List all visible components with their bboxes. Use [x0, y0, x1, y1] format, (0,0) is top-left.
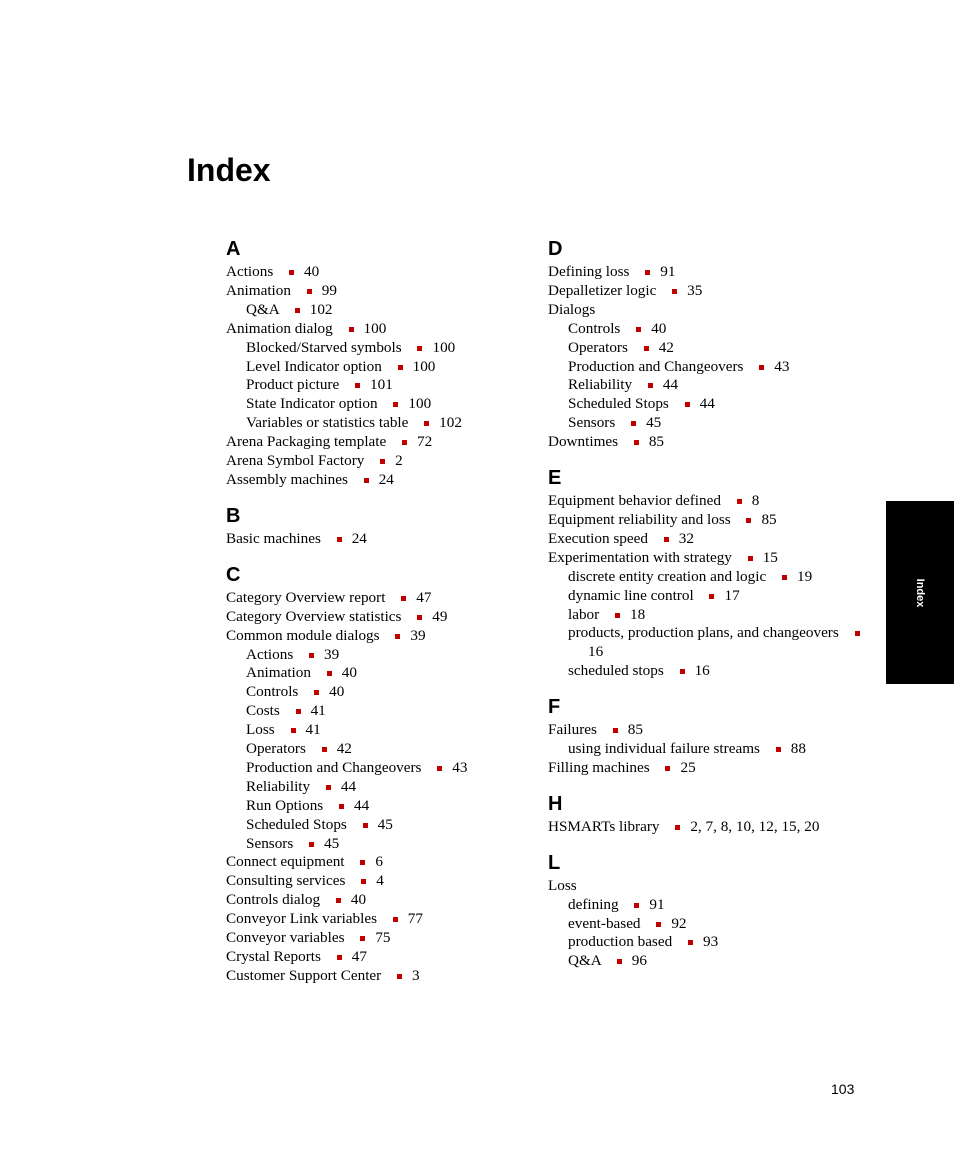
separator-square-icon	[326, 785, 331, 790]
index-subentry	[226, 395, 546, 414]
index-column-left	[226, 235, 546, 998]
entry-term: Operators	[568, 338, 628, 356]
entry-pages[interactable]: 40	[651, 319, 667, 337]
separator-square-icon	[855, 631, 860, 636]
index-entry	[226, 929, 546, 948]
index-subentry	[548, 740, 868, 759]
index-subentry	[548, 320, 868, 339]
separator-square-icon	[656, 922, 661, 927]
entry-term: Operators	[246, 740, 306, 758]
separator-square-icon	[380, 459, 385, 464]
separator-square-icon	[709, 594, 714, 599]
entry-term: Scheduled Stops	[246, 815, 347, 833]
index-section	[548, 235, 868, 452]
entry-term: Category Overview statistics	[226, 607, 402, 625]
index-entry	[226, 452, 546, 471]
entry-pages[interactable]: 41	[310, 702, 326, 720]
entry-term: Conveyor variables	[226, 929, 345, 947]
entry-pages[interactable]: 85	[761, 510, 777, 528]
separator-square-icon	[631, 421, 636, 426]
entry-term: Scheduled Stops	[568, 395, 669, 413]
entry-pages[interactable]: 18	[630, 605, 646, 623]
index-subentry	[226, 646, 546, 665]
entry-pages[interactable]: 91	[649, 895, 665, 913]
entry-term: Equipment reliability and loss	[548, 510, 731, 528]
separator-square-icon	[314, 690, 319, 695]
page-title: Index	[187, 152, 271, 188]
index-entry	[226, 967, 546, 986]
separator-square-icon	[360, 860, 365, 865]
entry-pages[interactable]: 44	[699, 395, 715, 413]
entry-term: using individual failure streams	[568, 740, 760, 758]
entry-pages[interactable]: 44	[340, 777, 357, 795]
entry-pages[interactable]: 91	[660, 263, 676, 280]
index-entry	[226, 263, 546, 282]
index-subentry	[226, 721, 546, 740]
entry-pages[interactable]: 16	[588, 643, 604, 661]
separator-square-icon	[437, 766, 442, 771]
entry-term: Basic machines	[226, 529, 321, 547]
page-number: 103	[831, 1081, 855, 1097]
index-entry	[226, 320, 546, 339]
entry-pages[interactable]: 32	[678, 529, 694, 547]
entry-term: HSMARTs library	[548, 817, 660, 835]
entry-pages[interactable]: 42	[336, 740, 352, 758]
index-subentry	[548, 568, 868, 587]
index-subentry	[548, 662, 868, 681]
index-entry	[226, 433, 546, 452]
separator-square-icon	[759, 365, 764, 370]
entry-term: Animation	[246, 664, 311, 682]
entry-pages[interactable]: 43	[452, 758, 468, 776]
entry-pages[interactable]: 35	[687, 281, 703, 299]
separator-square-icon	[634, 903, 639, 908]
index-subentry	[548, 952, 868, 971]
entry-pages[interactable]: 100	[432, 338, 456, 356]
entry-term: Connect equipment	[226, 853, 345, 871]
separator-square-icon	[617, 959, 622, 964]
separator-square-icon	[337, 537, 342, 542]
entry-term: labor	[568, 605, 600, 623]
entry-pages[interactable]: 45	[377, 815, 393, 833]
index-subentry	[226, 702, 546, 721]
entry-pages[interactable]: 24	[378, 470, 394, 488]
entry-term: products, production plans, and changeovers	[568, 624, 839, 642]
entry-term: Common module dialogs	[226, 626, 380, 644]
index-subentry	[548, 376, 868, 395]
index-section	[226, 235, 546, 490]
separator-square-icon	[339, 804, 344, 809]
entry-term: event-based	[568, 914, 641, 932]
separator-square-icon	[664, 537, 669, 542]
entry-term: Equipment behavior defined	[548, 492, 721, 510]
index-subentry	[548, 358, 868, 377]
index-entry	[548, 759, 868, 778]
entry-term: Animation	[226, 281, 291, 299]
entry-pages[interactable]: 41	[305, 721, 321, 739]
entry-pages[interactable]: 4	[376, 872, 384, 890]
separator-square-icon	[295, 308, 300, 313]
separator-square-icon	[685, 402, 690, 407]
entry-pages[interactable]: 47	[351, 948, 367, 965]
entry-pages[interactable]: 93	[702, 933, 719, 951]
entry-term: Dialogs	[548, 300, 596, 318]
separator-square-icon	[401, 596, 406, 601]
entry-term: Actions	[246, 645, 294, 663]
entry-term: Sensors	[246, 834, 294, 852]
entry-pages[interactable]: 47	[416, 588, 432, 606]
separator-square-icon	[309, 653, 314, 658]
entry-term: production based	[568, 933, 673, 951]
entry-pages[interactable]: 39	[410, 626, 426, 644]
index-entry	[226, 948, 546, 967]
entry-term: dynamic line control	[568, 586, 694, 604]
separator-square-icon	[615, 613, 620, 618]
index-entry	[548, 549, 868, 568]
entry-pages[interactable]: 99	[321, 281, 337, 299]
index-section	[226, 561, 546, 986]
index-entry	[548, 877, 868, 896]
index-subentry	[226, 740, 546, 759]
index-entry	[548, 530, 868, 549]
entry-term: Level Indicator option	[246, 357, 382, 375]
section-letter: C	[226, 563, 241, 586]
index-entry	[226, 589, 546, 608]
index-section	[548, 693, 868, 778]
entry-pages[interactable]: 96	[631, 952, 647, 970]
entry-pages[interactable]: 19	[797, 567, 813, 585]
separator-square-icon	[782, 575, 787, 580]
index-entry	[226, 853, 546, 872]
entry-term: Production and Changeovers	[246, 758, 422, 776]
entry-pages[interactable]: 25	[680, 758, 696, 776]
separator-square-icon	[291, 728, 296, 733]
separator-square-icon	[688, 940, 693, 945]
entry-term: Controls	[568, 319, 621, 337]
index-entry	[548, 301, 868, 320]
index-entry	[226, 282, 546, 301]
section-letter: H	[548, 792, 563, 815]
index-section	[548, 790, 868, 837]
separator-square-icon	[307, 289, 312, 294]
index-column-right	[548, 235, 868, 983]
index-subentry	[548, 339, 868, 358]
index-subentry	[226, 759, 546, 778]
index-entry	[548, 433, 868, 452]
index-subentry	[226, 358, 546, 377]
entry-term: Reliability	[568, 376, 633, 394]
separator-square-icon	[364, 478, 369, 483]
index-subentry	[226, 816, 546, 835]
separator-square-icon	[289, 270, 294, 275]
separator-square-icon	[355, 383, 360, 388]
index-entry	[548, 511, 868, 530]
index-subentry	[548, 915, 868, 934]
section-letter: A	[226, 238, 241, 260]
entry-pages[interactable]: 2, 7, 8, 10, 12, 15, 20	[690, 817, 820, 835]
entry-pages[interactable]: 100	[363, 319, 387, 337]
separator-square-icon	[737, 499, 742, 504]
entry-term: Experimentation with strategy	[548, 548, 732, 566]
entry-pages[interactable]: 88	[790, 740, 806, 758]
entry-term: Controls	[246, 683, 299, 701]
separator-square-icon	[397, 974, 402, 979]
entry-term: Production and Changeovers	[568, 357, 744, 375]
entry-term: Blocked/Starved symbols	[246, 338, 402, 356]
side-tab[interactable]	[886, 501, 954, 684]
index-subentry	[226, 797, 546, 816]
index-entry	[226, 910, 546, 929]
entry-pages[interactable]: 40	[350, 891, 367, 909]
entry-pages[interactable]: 16	[694, 662, 710, 680]
entry-pages[interactable]: 3	[412, 966, 420, 984]
separator-square-icon	[748, 556, 753, 561]
entry-term: Sensors	[568, 414, 616, 432]
index-entry	[226, 471, 546, 490]
separator-square-icon	[398, 365, 403, 370]
separator-square-icon	[337, 955, 342, 960]
separator-square-icon	[645, 270, 650, 275]
section-letter: E	[548, 467, 562, 490]
entry-pages[interactable]: 49	[432, 607, 448, 625]
entry-term: Defining loss	[548, 263, 630, 280]
index-subentry	[226, 339, 546, 358]
entry-term: Q&A	[246, 300, 279, 318]
entry-term: Category Overview report	[226, 588, 386, 606]
entry-term: Controls dialog	[226, 891, 321, 909]
index-entry	[548, 492, 868, 511]
entry-pages[interactable]: 40	[341, 664, 357, 682]
entry-pages[interactable]: 40	[304, 263, 320, 280]
entry-term: Reliability	[246, 777, 311, 795]
entry-term: Depalletizer logic	[548, 281, 657, 299]
entry-pages[interactable]: 72	[417, 433, 433, 451]
entry-term: Filling machines	[548, 758, 650, 776]
index-subentry	[226, 376, 546, 395]
separator-square-icon	[361, 879, 366, 884]
separator-square-icon	[393, 402, 398, 407]
entry-pages[interactable]: 17	[724, 586, 740, 604]
separator-square-icon	[665, 766, 670, 771]
entry-pages[interactable]: 40	[329, 683, 345, 701]
entry-pages[interactable]: 92	[671, 914, 687, 932]
entry-pages[interactable]: 45	[324, 834, 340, 852]
section-letter: F	[548, 696, 561, 719]
entry-term: scheduled stops	[568, 662, 664, 680]
entry-pages[interactable]: 101	[370, 376, 393, 394]
entry-pages[interactable]: 43	[774, 357, 790, 375]
entry-pages[interactable]: 6	[375, 853, 383, 871]
index-entry	[548, 263, 868, 282]
section-letter: B	[226, 504, 241, 527]
separator-square-icon	[296, 709, 301, 714]
index-subentry	[226, 835, 546, 854]
index-entry	[548, 818, 868, 837]
separator-square-icon	[776, 747, 781, 752]
entry-term: defining	[568, 895, 619, 913]
separator-square-icon	[746, 518, 751, 523]
entry-term: Customer Support Center	[226, 966, 382, 984]
entry-term: Conveyor Link variables	[226, 910, 377, 928]
separator-square-icon	[309, 842, 314, 847]
index-section	[548, 849, 868, 972]
index-subentry	[548, 624, 878, 662]
separator-square-icon	[327, 671, 332, 676]
index-subentry	[548, 395, 868, 414]
index-entry	[226, 530, 546, 549]
entry-pages[interactable]: 100	[408, 395, 432, 413]
entry-term: Loss	[548, 876, 577, 894]
entry-term: State Indicator option	[246, 395, 378, 413]
side-tab-label: Index	[914, 578, 926, 607]
entry-pages[interactable]: 24	[351, 529, 367, 547]
entry-term: Run Options	[246, 796, 324, 814]
entry-term: Arena Symbol Factory	[226, 452, 365, 470]
entry-pages[interactable]: 44	[662, 376, 679, 394]
separator-square-icon	[322, 747, 327, 752]
separator-square-icon	[393, 917, 398, 922]
entry-term: Product picture	[246, 376, 340, 394]
entry-term: Animation dialog	[226, 319, 333, 337]
separator-square-icon	[634, 440, 639, 445]
entry-pages[interactable]: 100	[412, 357, 436, 375]
entry-pages[interactable]: 102	[439, 414, 462, 432]
entry-term: Actions	[226, 263, 274, 280]
index-subentry	[548, 606, 868, 625]
index-subentry	[226, 414, 546, 433]
entry-pages[interactable]: 15	[762, 548, 778, 566]
separator-square-icon	[675, 825, 680, 830]
index-entry	[226, 872, 546, 891]
separator-square-icon	[395, 634, 400, 639]
separator-square-icon	[424, 421, 429, 426]
entry-term: Assembly machines	[226, 470, 348, 488]
index-entry	[226, 627, 546, 646]
index-section	[226, 502, 546, 549]
entry-pages[interactable]: 44	[354, 796, 370, 814]
separator-square-icon	[672, 289, 677, 294]
separator-square-icon	[349, 327, 354, 332]
index-subentry	[226, 301, 546, 320]
entry-pages[interactable]: 75	[375, 929, 391, 947]
index-section	[548, 464, 868, 681]
entry-term: Costs	[246, 702, 280, 720]
separator-square-icon	[417, 615, 422, 620]
index-entry	[226, 608, 546, 627]
separator-square-icon	[417, 346, 422, 351]
entry-pages[interactable]: 2	[395, 452, 403, 470]
separator-square-icon	[336, 898, 341, 903]
entry-term: Downtimes	[548, 433, 619, 451]
separator-square-icon	[613, 728, 618, 733]
entry-pages[interactable]: 8	[751, 492, 760, 510]
section-letter: L	[548, 851, 561, 874]
entry-term: discrete entity creation and logic	[568, 567, 767, 585]
entry-term: Execution speed	[548, 529, 648, 547]
separator-square-icon	[648, 383, 653, 388]
entry-term: Consulting services	[226, 872, 346, 890]
entry-term: Loss	[246, 721, 275, 739]
separator-square-icon	[636, 327, 641, 332]
entry-term: Q&A	[568, 952, 601, 970]
section-letter: D	[548, 238, 563, 260]
entry-term: Crystal Reports	[226, 948, 321, 965]
separator-square-icon	[680, 669, 685, 674]
entry-pages[interactable]: 45	[646, 414, 662, 432]
separator-square-icon	[644, 346, 649, 351]
index-subentry	[226, 778, 546, 797]
index-subentry	[226, 664, 546, 683]
index-subentry	[548, 933, 868, 952]
entry-pages[interactable]: 102	[309, 300, 333, 318]
entry-pages[interactable]: 42	[658, 338, 674, 356]
index-subentry	[548, 414, 868, 433]
index-entry	[548, 282, 868, 301]
entry-pages[interactable]: 39	[324, 645, 340, 663]
index-subentry	[226, 683, 546, 702]
separator-square-icon	[402, 440, 407, 445]
entry-pages[interactable]: 85	[648, 433, 665, 451]
entry-term: Variables or statistics table	[246, 414, 409, 432]
index-entry	[226, 891, 546, 910]
entry-term: Arena Packaging template	[226, 433, 387, 451]
separator-square-icon	[363, 823, 368, 828]
index-subentry	[548, 587, 868, 606]
separator-square-icon	[360, 936, 365, 941]
index-subentry	[548, 896, 868, 915]
index-entry	[548, 721, 868, 740]
entry-pages[interactable]: 85	[627, 721, 643, 739]
entry-pages[interactable]: 77	[407, 910, 423, 928]
entry-term: Failures	[548, 721, 597, 739]
